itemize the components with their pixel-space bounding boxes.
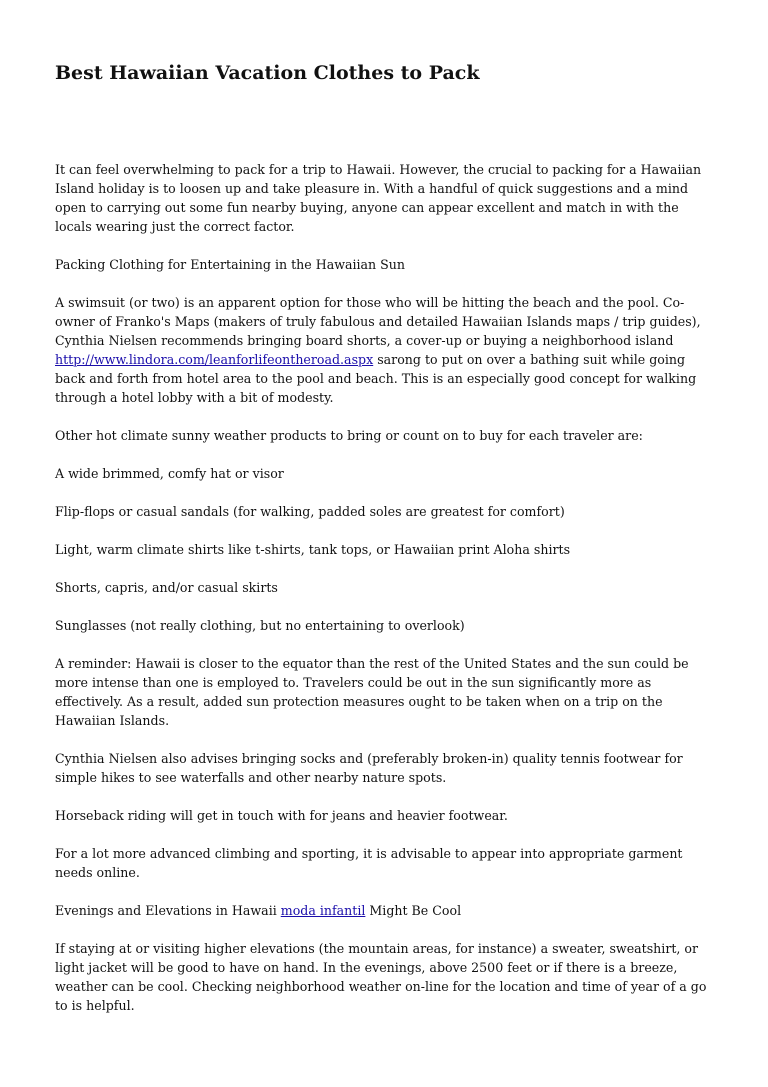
evenings-text-before: Evenings and Elevations in Hawaii bbox=[55, 903, 281, 918]
section-heading-evenings bbox=[55, 901, 717, 920]
horseback-paragraph: Horseback riding will get in touch with for jeans and heavier footwear. bbox=[55, 808, 508, 823]
section-heading-sun: Packing Clothing for Entertaining in the Hawaiian Sun bbox=[55, 257, 406, 272]
products-intro-paragraph: Other hot climate sunny weather products to bring or count on to buy for each traveler are: bbox=[55, 428, 643, 443]
list-item-shorts: Shorts, capris, and/or casual skirts bbox=[55, 580, 278, 595]
document-title: Best Hawaiian Vacation Clothes to Pack bbox=[55, 62, 480, 84]
list-item-hat: A wide brimmed, comfy hat or visor bbox=[55, 466, 284, 481]
swimsuit-text-after: sarong to put on over a bathing suit while going back and forth from hotel area to the pool and beach. This is an especially good concept for walking through a hotel lobby with a bit of modesty. bbox=[55, 352, 697, 405]
swimsuit-text-before: A swimsuit (or two) is an apparent option for those who will be hitting the beach and the pool. Co-owner of Franko's Maps (makers of truly fabulous and detailed Hawaiian Islands maps / trip guides), Cynthia Nielsen recommends bringing board shorts, a cover-up or buying a neighborhood island bbox=[55, 295, 701, 348]
reminder-paragraph: A reminder: Hawaii is closer to the equator than the rest of the United States and the sun could be more intense than one is employed to. Travelers could be out in the sun significantly more as effectively. As a result, added sun protection measures ought to be taken when on a trip on the Hawaiian Islands. bbox=[55, 656, 689, 728]
list-item-shirts: Light, warm climate shirts like t-shirts, tank tops, or Hawaiian print Aloha shirts bbox=[55, 542, 571, 557]
elevations-paragraph: If staying at or visiting higher elevations (the mountain areas, for instance) a sweater, sweatshirt, or light jacket will be good to have on hand. In the evenings, above 2500 feet or if there is a breeze, weather can be cool. Checking neighborhood weather on-line for the location and time of year of a go to is helpful. bbox=[55, 941, 707, 1013]
evenings-text-after: Might Be Cool bbox=[365, 903, 462, 918]
list-item-sunglasses: Sunglasses (not really clothing, but no entertaining to overlook) bbox=[55, 618, 465, 633]
list-item-sandals: Flip-flops or casual sandals (for walking, padded soles are greatest for comfort) bbox=[55, 504, 565, 519]
swimsuit-paragraph bbox=[55, 293, 717, 407]
lindora-link[interactable]: http://www.lindora.com/leanforlifeontheroad.aspx bbox=[55, 352, 374, 367]
intro-paragraph: It can feel overwhelming to pack for a trip to Hawaii. However, the crucial to packing for a Hawaiian Island holiday is to loosen up and take pleasure in. With a handful of quick suggestions and a mind open to carrying out some fun nearby buying, anyone can appear excellent and match in with the locals wearing just the correct factor. bbox=[55, 162, 702, 234]
socks-paragraph: Cynthia Nielsen also advises bringing socks and (preferably broken-in) quality tennis footwear for simple hikes to see waterfalls and other nearby nature spots. bbox=[55, 751, 683, 785]
moda-infantil-link[interactable]: moda infantil bbox=[280, 903, 366, 918]
climbing-paragraph: For a lot more advanced climbing and sporting, it is advisable to appear into appropriate garment needs online. bbox=[55, 846, 683, 880]
document-body bbox=[55, 160, 717, 1034]
